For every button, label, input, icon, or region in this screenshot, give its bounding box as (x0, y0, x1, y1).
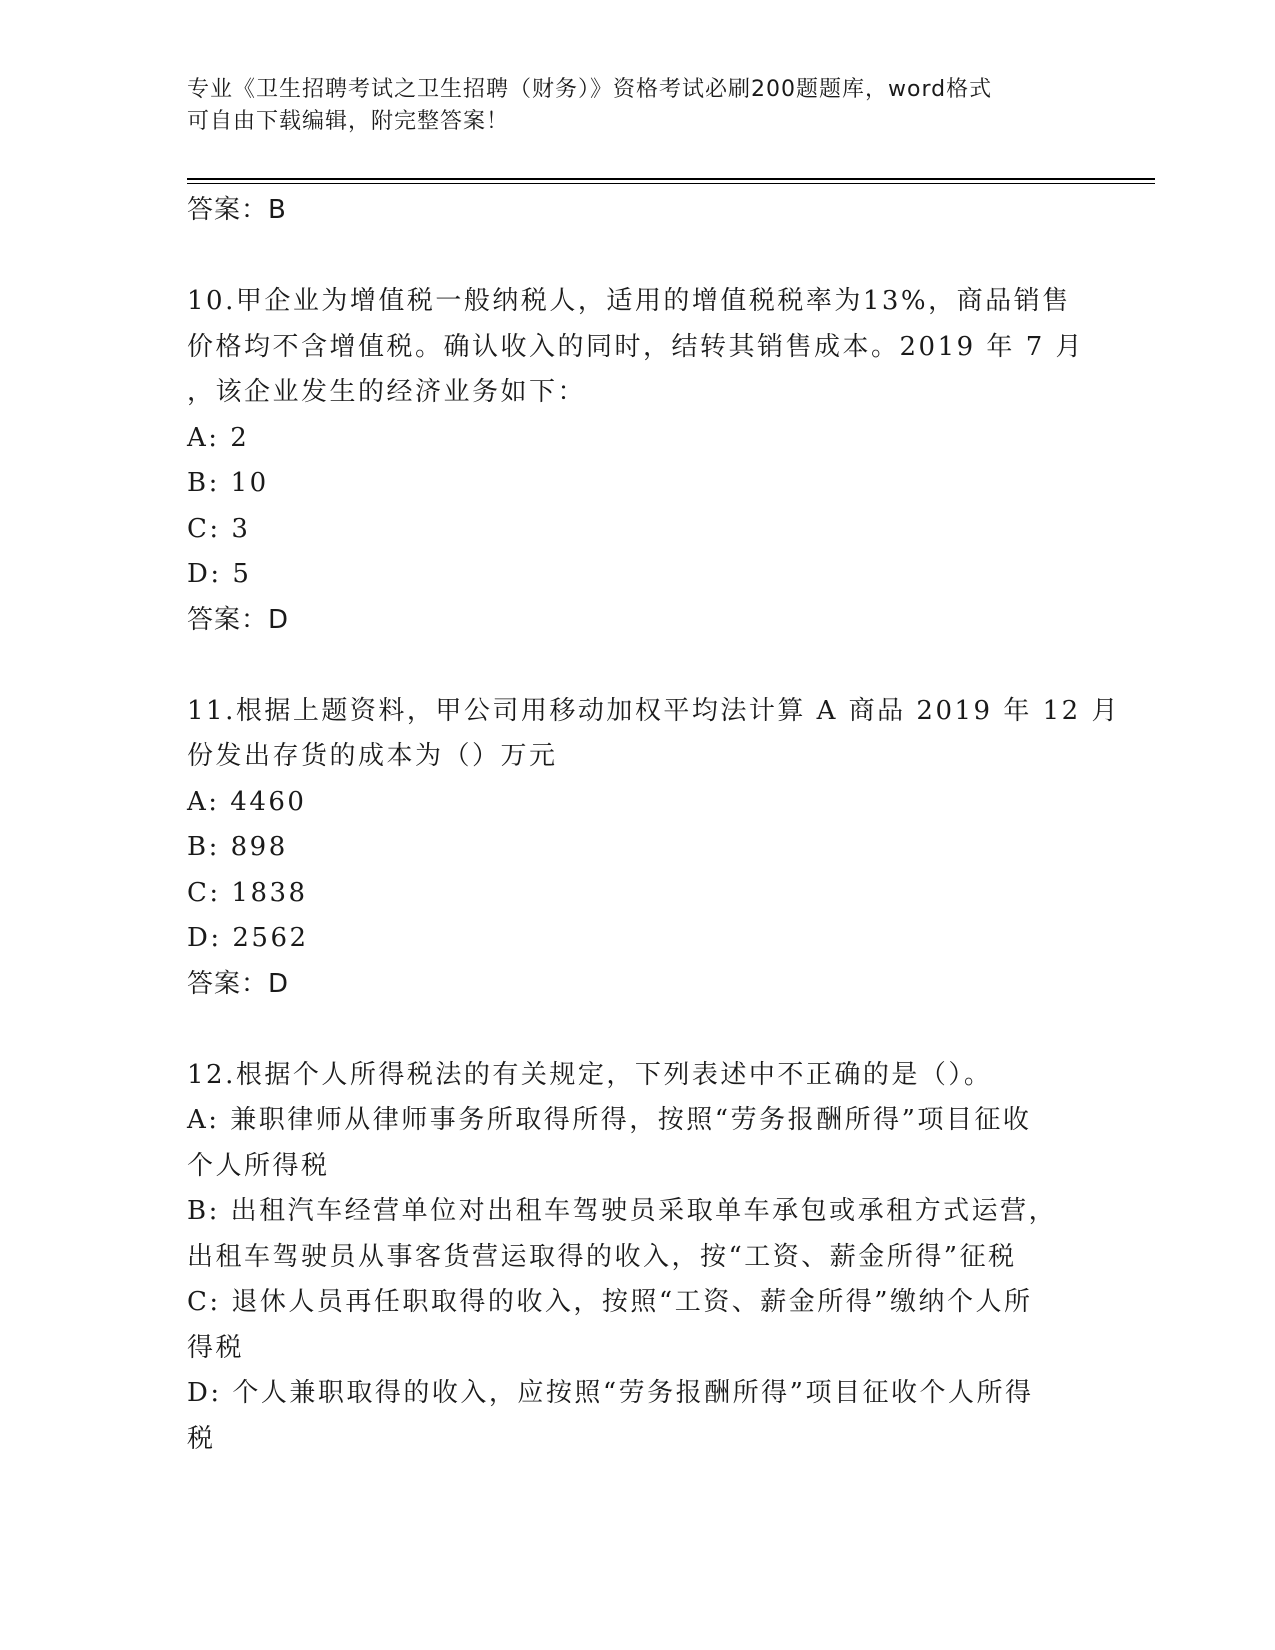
header-line-1: 专业《卫生招聘考试之卫生招聘（财务）》资格考试必刷200题题库，word格式 (187, 77, 993, 102)
question-stem-line: 价格均不含增值税。确认收入的同时，结转其销售成本。2019 年 7 月 (187, 331, 1085, 362)
question-12 (187, 1053, 1087, 1463)
answer-line: 答案：D (187, 968, 290, 999)
question-10 (187, 279, 1087, 643)
question-stem-line: 12.根据个人所得税法的有关规定，下列表述中不正确的是（）。 (187, 1059, 993, 1090)
answer-line: 答案：D (187, 604, 290, 635)
page-header (187, 74, 1067, 138)
question-stem-line: ，该企业发生的经济业务如下： (187, 377, 587, 407)
option-c: C: 3 (187, 513, 251, 544)
option-a: A: 兼职律师从律师事务所取得所得，按照“劳务报酬所得”项目征收 (187, 1105, 1032, 1135)
question-content (187, 188, 1120, 1462)
option-b: B: 898 (187, 832, 288, 862)
option-c-continued: 得税 (187, 1332, 245, 1363)
option-b: B: 出租汽车经营单位对出租车驾驶员采取单车承包或承租方式运营， (187, 1196, 1058, 1226)
option-d-continued: 税 (187, 1423, 216, 1454)
option-c: C: 退休人员再任职取得的收入，按照“工资、薪金所得”缴纳个人所 (187, 1287, 1033, 1317)
option-a: A: 2 (187, 422, 250, 453)
spacer (187, 643, 1087, 689)
option-a: A: 4460 (187, 786, 307, 817)
option-c: C: 1838 (187, 877, 308, 908)
option-b: B: 10 (187, 468, 269, 498)
spacer (187, 234, 1087, 280)
question-stem-line: 份发出存货的成本为（）万元 (187, 741, 558, 771)
option-a-continued: 个人所得税 (187, 1150, 330, 1181)
option-b-continued: 出租车驾驶员从事客货营运取得的收入，按“工资、薪金所得”征税 (187, 1241, 1017, 1272)
question-stem-line: 11.根据上题资料，甲公司用移动加权平均法计算 A 商品 2019 年 12 月 (187, 695, 1120, 726)
question-11 (187, 689, 1120, 1008)
header-rule-thick (187, 178, 1155, 180)
spacer (187, 1007, 1087, 1053)
option-d: D: 5 (187, 559, 252, 589)
header-line-2: 可自由下载编辑，附完整答案！ (187, 109, 510, 134)
header-rule-thin (187, 183, 1155, 184)
option-d: D: 2562 (187, 923, 309, 953)
option-d: D: 个人兼职取得的收入，应按照“劳务报酬所得”项目征收个人所得 (187, 1378, 1034, 1408)
question-stem-line: 10.甲企业为增值税一般纳税人，适用的增值税税率为13%，商品销售 (187, 286, 1071, 316)
previous-answer: 答案：B (187, 195, 287, 225)
